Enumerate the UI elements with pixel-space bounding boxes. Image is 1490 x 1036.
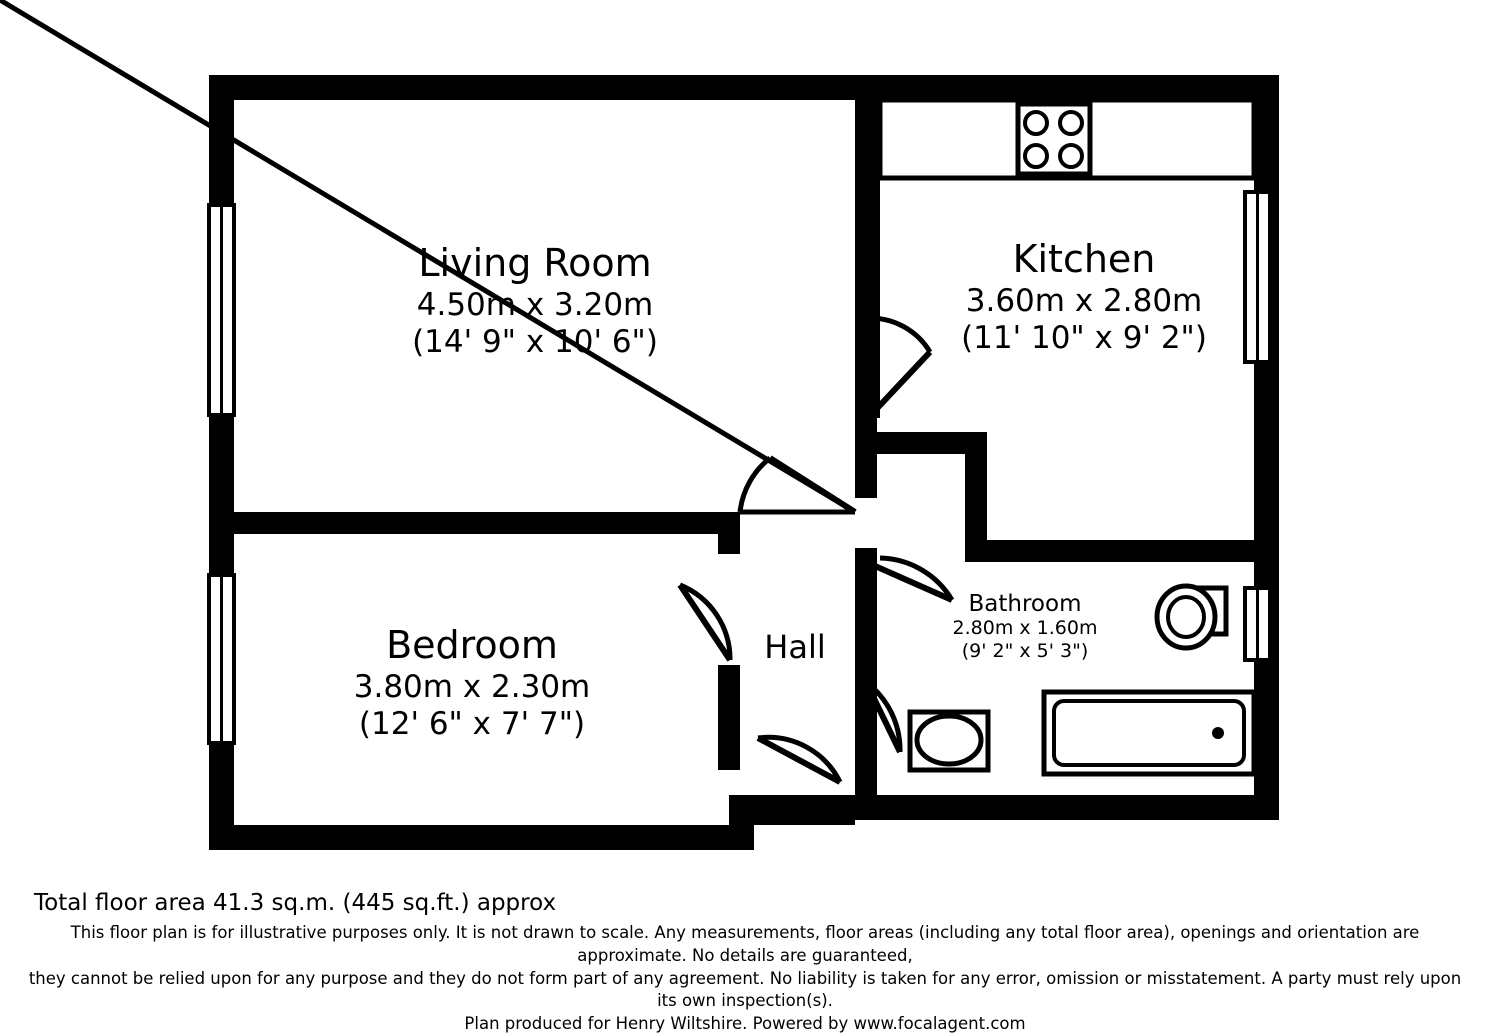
living-room-imperial: (14' 9" x 10' 6"): [412, 324, 658, 360]
basin-icon: [910, 712, 988, 770]
kitchen-metric: 3.60m x 2.80m: [965, 283, 1203, 319]
disclaimer-line-2: they cannot be relied upon for any purpose and they do not form part of any agreement. No liability is taken for any error, omission or misstatement. A party must rely upon its own inspection(s).: [28, 968, 1462, 1011]
door-bathroom: [866, 558, 952, 600]
door-entrance: [758, 737, 840, 782]
living-room-name: Living Room: [418, 241, 652, 285]
disclaimer-line-3: Plan produced for Henry Wiltshire. Powered by www.focalagent.com: [464, 1014, 1026, 1034]
label-bedroom: [354, 623, 591, 742]
toilet-icon: [1157, 586, 1226, 648]
window-bedroom-left: [209, 575, 234, 743]
label-bathroom: [953, 591, 1098, 662]
hall-name: Hall: [764, 628, 826, 666]
total-floor-area: Total floor area 41.3 sq.m. (445 sq.ft.) approx: [34, 890, 557, 916]
bedroom-metric: 3.80m x 2.30m: [353, 669, 591, 705]
label-hall: [764, 628, 825, 666]
kitchen-imperial: (11' 10" x 9' 2"): [961, 320, 1207, 356]
label-kitchen: [961, 237, 1207, 356]
window-bathroom-right: [1245, 588, 1270, 660]
bathroom-name: Bathroom: [968, 591, 1082, 617]
bath-icon: [1044, 692, 1254, 774]
kitchen-name: Kitchen: [1012, 237, 1156, 281]
disclaimer-line-1: This floor plan is for illustrative purposes only. It is not drawn to scale. Any measurements, floor areas (including any total floor area), openings and orientation are approximate. No details are guaranteed,: [70, 923, 1420, 965]
hob-icon: [1018, 104, 1090, 174]
bathroom-imperial: (9' 2" x 5' 3"): [961, 640, 1089, 662]
living-room-metric: 4.50m x 3.20m: [416, 287, 654, 323]
window-living-room-left: [209, 205, 234, 415]
bedroom-imperial: (12' 6" x 7' 7"): [358, 706, 586, 742]
window-kitchen-right: [1245, 192, 1270, 362]
door-bedroom: [680, 585, 730, 660]
bedroom-name: Bedroom: [386, 623, 558, 667]
footer: [0, 890, 1490, 1036]
bathroom-metric: 2.80m x 1.60m: [952, 617, 1098, 639]
label-living-room: [412, 241, 658, 360]
